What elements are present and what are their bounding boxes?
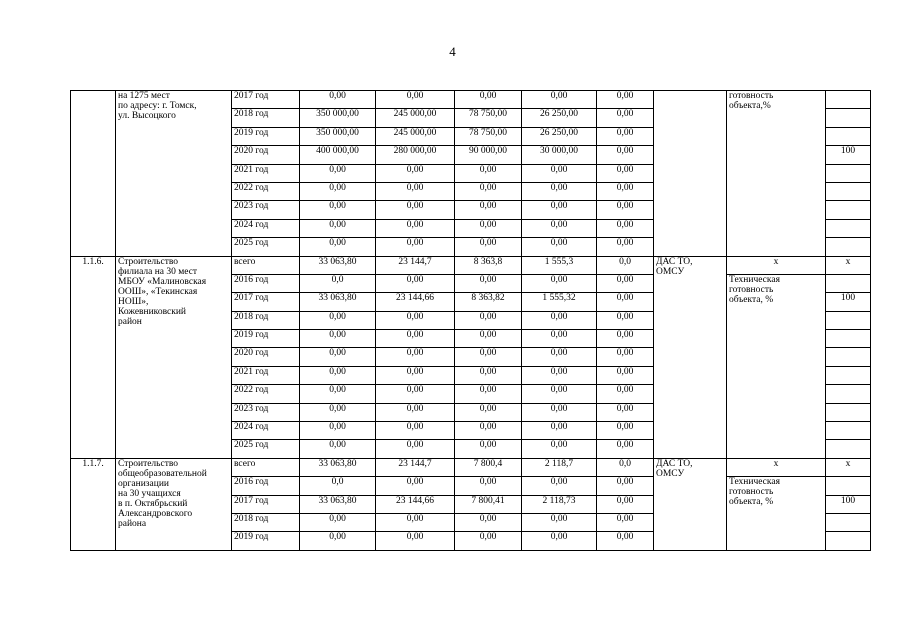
value-cell: 350 000,00 bbox=[300, 127, 376, 145]
year-cell: 2017 год bbox=[232, 495, 300, 513]
value-cell: 0,00 bbox=[597, 532, 654, 550]
value-cell: 90 000,00 bbox=[455, 146, 522, 164]
target-value-cell bbox=[826, 219, 871, 237]
value-cell: 33 063,80 bbox=[300, 495, 376, 513]
value-cell: 0,00 bbox=[455, 477, 522, 495]
responsible-cell: ДАС ТО, ОМСУ bbox=[654, 458, 727, 550]
value-cell: 0,00 bbox=[300, 238, 376, 256]
value-cell: 0,00 bbox=[522, 440, 597, 458]
value-cell: 0,00 bbox=[522, 366, 597, 384]
year-cell: 2024 год bbox=[232, 422, 300, 440]
value-cell: 0,00 bbox=[597, 238, 654, 256]
value-cell: 0,00 bbox=[597, 513, 654, 531]
value-cell: 0,00 bbox=[597, 495, 654, 513]
target-value-cell bbox=[826, 201, 871, 219]
target-value-cell bbox=[826, 477, 871, 495]
value-cell: 0,00 bbox=[455, 201, 522, 219]
target-value-cell bbox=[826, 513, 871, 531]
value-cell: 0,00 bbox=[300, 219, 376, 237]
value-cell: 0,00 bbox=[522, 274, 597, 292]
value-cell: 0,00 bbox=[300, 91, 376, 109]
value-cell: 0,00 bbox=[597, 348, 654, 366]
row-index-cell: 1.1.6. bbox=[71, 256, 116, 458]
value-cell: 30 000,00 bbox=[522, 146, 597, 164]
value-cell: 33 063,80 bbox=[300, 256, 376, 274]
table-row bbox=[71, 256, 871, 274]
value-cell: 0,00 bbox=[300, 164, 376, 182]
value-cell: 0,00 bbox=[300, 348, 376, 366]
target-value-cell: 100 bbox=[826, 146, 871, 164]
table-row bbox=[71, 458, 871, 476]
value-cell: 0,00 bbox=[522, 201, 597, 219]
indicator-total-cell: х bbox=[727, 458, 826, 476]
value-cell: 0,00 bbox=[597, 440, 654, 458]
target-value-cell bbox=[826, 311, 871, 329]
value-cell: 0,00 bbox=[522, 164, 597, 182]
year-cell: 2017 год bbox=[232, 293, 300, 311]
value-cell: 0,00 bbox=[376, 532, 455, 550]
year-cell: 2019 год bbox=[232, 127, 300, 145]
target-value-cell: х bbox=[826, 458, 871, 476]
value-cell: 0,00 bbox=[597, 366, 654, 384]
indicator-cell: готовность объекта,% bbox=[727, 91, 826, 257]
target-value-cell bbox=[826, 440, 871, 458]
value-cell: 0,00 bbox=[376, 274, 455, 292]
value-cell: 0,00 bbox=[376, 385, 455, 403]
value-cell: 0,00 bbox=[300, 422, 376, 440]
object-name-cell: Строительство общеобразовательной организации на 30 учащихся в п. Октябрьский Александровского района bbox=[116, 458, 232, 550]
value-cell: 0,00 bbox=[300, 440, 376, 458]
value-cell: 245 000,00 bbox=[376, 127, 455, 145]
indicator-cell: Техническая готовность объекта, % bbox=[727, 274, 826, 458]
year-cell: 2025 год bbox=[232, 238, 300, 256]
value-cell: 0,00 bbox=[597, 311, 654, 329]
value-cell: 33 063,80 bbox=[300, 293, 376, 311]
value-cell: 0,00 bbox=[376, 164, 455, 182]
target-value-cell: 100 bbox=[826, 495, 871, 513]
value-cell: 0,00 bbox=[376, 91, 455, 109]
value-cell: 0,00 bbox=[376, 477, 455, 495]
value-cell: 0,0 bbox=[597, 256, 654, 274]
value-cell: 8 363,82 bbox=[455, 293, 522, 311]
value-cell: 0,0 bbox=[300, 477, 376, 495]
target-value-cell bbox=[826, 348, 871, 366]
value-cell: 26 250,00 bbox=[522, 109, 597, 127]
target-value-cell: 100 bbox=[826, 293, 871, 311]
value-cell: 0,00 bbox=[455, 238, 522, 256]
value-cell: 0,00 bbox=[376, 422, 455, 440]
value-cell: 0,00 bbox=[522, 91, 597, 109]
value-cell: 350 000,00 bbox=[300, 109, 376, 127]
year-cell: 2025 год bbox=[232, 440, 300, 458]
page-number: 4 bbox=[449, 44, 456, 59]
year-cell: 2018 год bbox=[232, 311, 300, 329]
value-cell: 0,00 bbox=[597, 182, 654, 200]
value-cell: 1 555,32 bbox=[522, 293, 597, 311]
value-cell: 78 750,00 bbox=[455, 127, 522, 145]
value-cell: 0,00 bbox=[455, 348, 522, 366]
value-cell: 0,00 bbox=[455, 182, 522, 200]
target-value-cell bbox=[826, 182, 871, 200]
value-cell: 0,00 bbox=[300, 532, 376, 550]
value-cell: 33 063,80 bbox=[300, 458, 376, 476]
value-cell: 0,00 bbox=[376, 366, 455, 384]
value-cell: 7 800,41 bbox=[455, 495, 522, 513]
value-cell: 0,00 bbox=[597, 201, 654, 219]
value-cell: 8 363,8 bbox=[455, 256, 522, 274]
value-cell: 0,00 bbox=[455, 164, 522, 182]
value-cell: 0,00 bbox=[597, 330, 654, 348]
value-cell: 280 000,00 bbox=[376, 146, 455, 164]
value-cell: 0,00 bbox=[522, 348, 597, 366]
target-value-cell: х bbox=[826, 256, 871, 274]
value-cell: 0,00 bbox=[376, 238, 455, 256]
year-cell: 2016 год bbox=[232, 274, 300, 292]
year-cell: 2018 год bbox=[232, 109, 300, 127]
value-cell: 0,00 bbox=[376, 219, 455, 237]
value-cell: 245 000,00 bbox=[376, 109, 455, 127]
value-cell: 0,00 bbox=[455, 385, 522, 403]
value-cell: 0,00 bbox=[376, 330, 455, 348]
value-cell: 0,00 bbox=[300, 513, 376, 531]
value-cell: 0,00 bbox=[597, 403, 654, 421]
target-value-cell bbox=[826, 385, 871, 403]
value-cell: 0,00 bbox=[376, 182, 455, 200]
value-cell: 0,00 bbox=[522, 477, 597, 495]
value-cell: 0,00 bbox=[300, 182, 376, 200]
indicator-cell: Техническая готовность объекта, % bbox=[727, 477, 826, 551]
year-cell: 2019 год bbox=[232, 330, 300, 348]
value-cell: 0,00 bbox=[300, 201, 376, 219]
value-cell: 0,00 bbox=[597, 385, 654, 403]
value-cell: 0,00 bbox=[455, 330, 522, 348]
value-cell: 0,00 bbox=[455, 311, 522, 329]
value-cell: 0,00 bbox=[455, 422, 522, 440]
value-cell: 0,00 bbox=[376, 201, 455, 219]
target-value-cell bbox=[826, 127, 871, 145]
value-cell: 0,00 bbox=[522, 513, 597, 531]
target-value-cell bbox=[826, 403, 871, 421]
value-cell: 0,00 bbox=[376, 440, 455, 458]
year-cell: 2021 год bbox=[232, 164, 300, 182]
value-cell: 0,00 bbox=[455, 219, 522, 237]
row-index-cell: 1.1.7. bbox=[71, 458, 116, 550]
value-cell: 0,00 bbox=[455, 274, 522, 292]
value-cell: 0,00 bbox=[376, 311, 455, 329]
target-value-cell bbox=[826, 164, 871, 182]
year-cell: 2021 год bbox=[232, 366, 300, 384]
year-cell: 2022 год bbox=[232, 182, 300, 200]
object-name-cell: на 1275 мест по адресу: г. Томск, ул. Высоцкого bbox=[116, 91, 232, 257]
value-cell: 78 750,00 bbox=[455, 109, 522, 127]
year-cell: 2022 год bbox=[232, 385, 300, 403]
value-cell: 0,00 bbox=[597, 146, 654, 164]
value-cell: 0,00 bbox=[597, 164, 654, 182]
value-cell: 0,00 bbox=[597, 477, 654, 495]
value-cell: 23 144,66 bbox=[376, 495, 455, 513]
year-cell: 2023 год bbox=[232, 201, 300, 219]
year-cell: 2017 год bbox=[232, 91, 300, 109]
value-cell: 0,00 bbox=[522, 385, 597, 403]
value-cell: 0,00 bbox=[376, 348, 455, 366]
value-cell: 0,0 bbox=[300, 274, 376, 292]
year-cell: 2023 год bbox=[232, 403, 300, 421]
table-row bbox=[71, 91, 871, 109]
value-cell: 0,00 bbox=[522, 330, 597, 348]
value-cell: 0,00 bbox=[300, 311, 376, 329]
value-cell: 0,00 bbox=[522, 182, 597, 200]
value-cell: 0,00 bbox=[300, 403, 376, 421]
value-cell: 2 118,7 bbox=[522, 458, 597, 476]
row-index-cell bbox=[71, 91, 116, 257]
responsible-cell bbox=[654, 91, 727, 257]
value-cell: 23 144,66 bbox=[376, 293, 455, 311]
value-cell: 0,00 bbox=[522, 403, 597, 421]
target-value-cell bbox=[826, 366, 871, 384]
program-table bbox=[70, 90, 871, 551]
value-cell: 0,00 bbox=[597, 109, 654, 127]
target-value-cell bbox=[826, 109, 871, 127]
value-cell: 0,00 bbox=[597, 274, 654, 292]
value-cell: 26 250,00 bbox=[522, 127, 597, 145]
target-value-cell bbox=[826, 238, 871, 256]
value-cell: 0,00 bbox=[300, 385, 376, 403]
value-cell: 0,00 bbox=[522, 311, 597, 329]
target-value-cell bbox=[826, 91, 871, 109]
value-cell: 1 555,3 bbox=[522, 256, 597, 274]
value-cell: 0,00 bbox=[455, 91, 522, 109]
target-value-cell bbox=[826, 274, 871, 292]
value-cell: 0,00 bbox=[597, 127, 654, 145]
value-cell: 0,00 bbox=[522, 422, 597, 440]
value-cell: 23 144,7 bbox=[376, 256, 455, 274]
value-cell: 0,00 bbox=[522, 219, 597, 237]
year-cell: 2018 год bbox=[232, 513, 300, 531]
target-value-cell bbox=[826, 330, 871, 348]
value-cell: 0,0 bbox=[597, 458, 654, 476]
value-cell: 0,00 bbox=[455, 403, 522, 421]
value-cell: 0,00 bbox=[455, 366, 522, 384]
value-cell: 0,00 bbox=[376, 403, 455, 421]
year-cell: 2020 год bbox=[232, 146, 300, 164]
indicator-total-cell: х bbox=[727, 256, 826, 274]
value-cell: 0,00 bbox=[597, 293, 654, 311]
year-cell: 2024 год bbox=[232, 219, 300, 237]
value-cell: 0,00 bbox=[522, 532, 597, 550]
value-cell: 0,00 bbox=[300, 366, 376, 384]
value-cell: 400 000,00 bbox=[300, 146, 376, 164]
value-cell: 23 144,7 bbox=[376, 458, 455, 476]
value-cell: 0,00 bbox=[455, 532, 522, 550]
value-cell: 0,00 bbox=[597, 91, 654, 109]
year-cell: всего bbox=[232, 458, 300, 476]
value-cell: 0,00 bbox=[597, 422, 654, 440]
year-cell: 2019 год bbox=[232, 532, 300, 550]
value-cell: 7 800,4 bbox=[455, 458, 522, 476]
value-cell: 0,00 bbox=[597, 219, 654, 237]
value-cell: 0,00 bbox=[455, 513, 522, 531]
responsible-cell: ДАС ТО, ОМСУ bbox=[654, 256, 727, 458]
year-cell: всего bbox=[232, 256, 300, 274]
value-cell: 0,00 bbox=[455, 440, 522, 458]
value-cell: 0,00 bbox=[300, 330, 376, 348]
year-cell: 2016 год bbox=[232, 477, 300, 495]
target-value-cell bbox=[826, 532, 871, 550]
value-cell: 0,00 bbox=[376, 513, 455, 531]
object-name-cell: Строительство филиала на 30 мест МБОУ «Малиновская ООШ», «Текинская НОШ», Кожевниковский район bbox=[116, 256, 232, 458]
value-cell: 0,00 bbox=[522, 238, 597, 256]
value-cell: 2 118,73 bbox=[522, 495, 597, 513]
year-cell: 2020 год bbox=[232, 348, 300, 366]
target-value-cell bbox=[826, 422, 871, 440]
